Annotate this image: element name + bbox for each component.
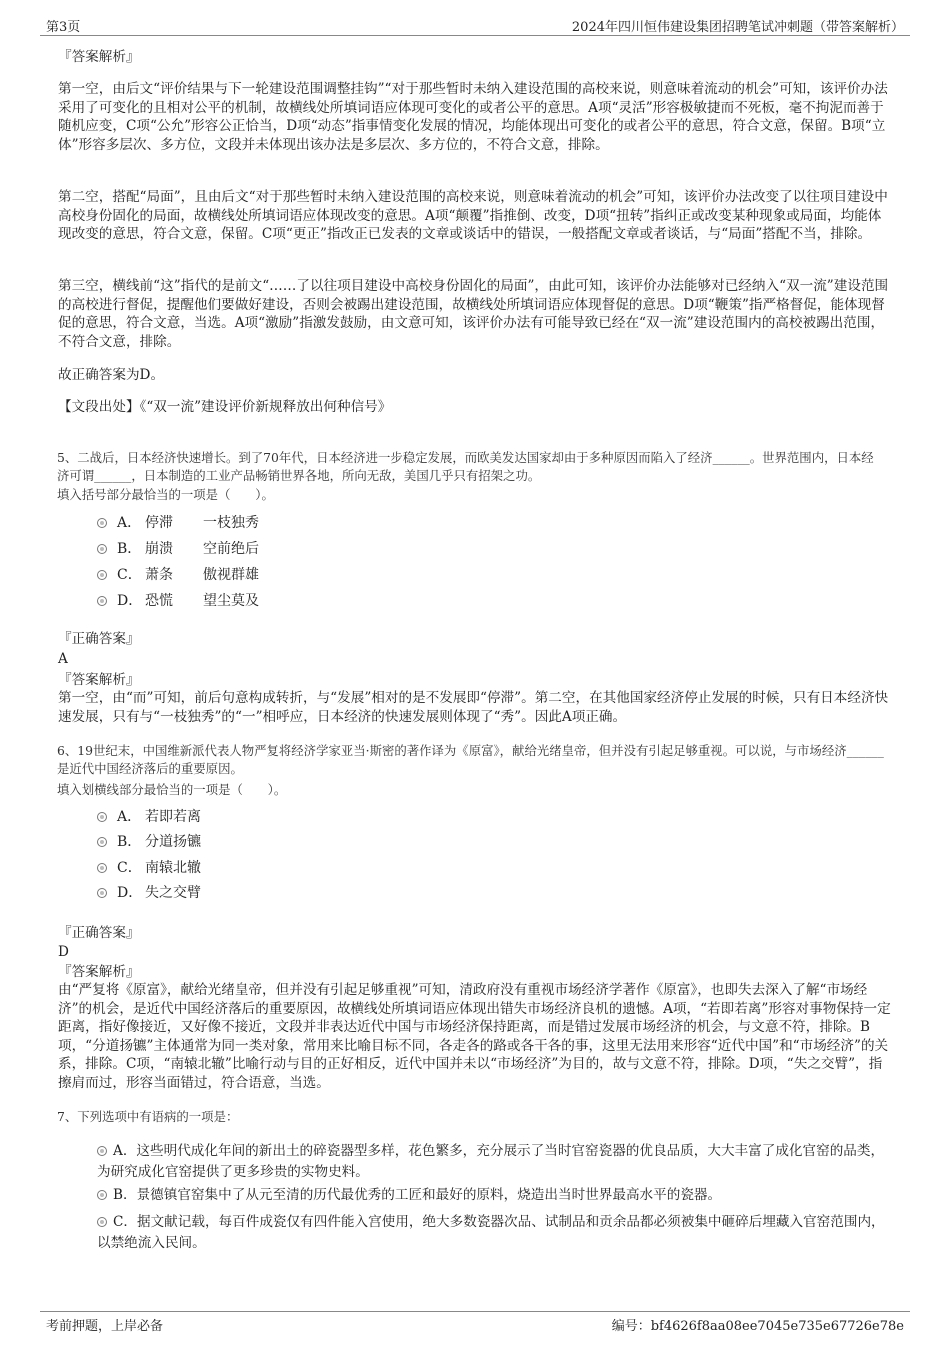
q6-option-c[interactable]: C． 南辕北辙 [97, 857, 201, 877]
radio-icon[interactable] [97, 544, 107, 554]
radio-icon[interactable] [97, 863, 107, 873]
q5-answer: A [58, 651, 68, 667]
q5-option-b[interactable]: B． 崩溃 空前绝后 [97, 538, 259, 558]
radio-icon[interactable] [97, 518, 107, 528]
radio-icon[interactable] [97, 1217, 107, 1227]
q6-option-b[interactable]: B． 分道扬镳 [97, 831, 201, 851]
q7-option-a[interactable]: A．这些明代成化年间的新出土的碎瓷器型多样，花色繁多，充分展示了当时官窑瓷器的优良品质，大大丰富了成化官窑的品类，为研究成化官窑提供了更多珍贵的实物史料。 [97, 1143, 885, 1180]
radio-icon[interactable] [97, 1146, 107, 1156]
document-id: 编号：bf4626f8aa08ee7045e735e67726e78e [611, 1319, 904, 1334]
page-footer [40, 1311, 910, 1333]
radio-icon[interactable] [97, 812, 107, 822]
q7-option-c[interactable]: C．据文献记载，每百件成瓷仅有四件能入宫使用，绝大多数瓷器次品、试制品和贡余品都必须被集中砸碎后埋藏入官窑范围内，以禁绝流入民间。 [97, 1214, 885, 1251]
q6-option-a[interactable]: A． 若即若离 [97, 806, 201, 826]
q5-stem: 5、二战后，日本经济快速增长。到了70年代，日本经济进一步稳定发展，而欧美发达国家却由于多种原因而陷入了经济______。世界范围内，日本经济可谓______，日本制造的工业产品畅销世界各地，所向无敌，美国几乎只有招架之功。 [57, 450, 874, 483]
page-number: 第3页 [46, 20, 81, 35]
q5-option-c[interactable]: C． 萧条 傲视群雄 [97, 564, 259, 584]
document-title: 2024年四川恒伟建设集团招聘笔试冲刺题（带答案解析） [571, 20, 904, 35]
q4-analysis-label: 『答案解析』 [58, 49, 140, 65]
q6-stem: 6、19世纪末，中国维新派代表人物严复将经济学家亚当·斯密的著作译为《原富》，献给光绪皇帝，但并没有引起足够重视。可以说，与市场经济______是近代中国经济落后的重要原因。 [57, 743, 884, 776]
radio-icon[interactable] [97, 570, 107, 580]
q7-stem: 7、下列选项中有语病的一项是： [57, 1109, 239, 1124]
radio-icon[interactable] [97, 888, 107, 898]
q5-option-d[interactable]: D． 恐慌 望尘莫及 [97, 590, 259, 610]
radio-icon[interactable] [97, 596, 107, 606]
q4-source: 【文段出处】《“双一流”建设评价新规释放出何种信号》 [58, 399, 392, 415]
q6-analysis-label: 『答案解析』 [58, 964, 140, 980]
radio-icon[interactable] [97, 837, 107, 847]
q5-answer-label: 『正确答案』 [58, 631, 140, 647]
q5-option-a[interactable]: A． 停滞 一枝独秀 [97, 512, 259, 532]
q5-analysis-label: 『答案解析』 [58, 672, 140, 688]
q6-answer-label: 『正确答案』 [58, 925, 140, 941]
q7-option-b[interactable]: B．景德镇官窑集中了从元至清的历代最优秀的工匠和最好的原料，烧造出当时世界最高水平的瓷器。 [97, 1185, 897, 1206]
page-header [40, 14, 910, 36]
q6-analysis: 由“严复将《原富》，献给光绪皇帝，但并没有引起足够重视”可知，清政府没有重视市场经济学著作《原富》，也即失去深入了解“市场经济”的机会，是近代中国经济落后的重要原因，故横线处所填词语应体现出错失市场经济良机的遗憾。A项，“若即若离”形容对事物保持一定距离，指好像接近，又好像不接近，文段并非表达近代中国与市场经济保持距离，而是错过发展市场经济的机会，与文意不符，排除。B项，“分道扬镳”主体通常为同一类对象，常用来比喻目标不同，各走各的路或各干各的事，这里无法用来形容“近代中国”和“市场经济”的关系，排除。C项，“南辕北辙”比喻行动与目的正好相反，近代中国并未以“市场经济”为目的，故与文意不符，排除。D项，“失之交臂”，指擦肩而过，形容当面错过，符合语意，当选。 [58, 982, 891, 1091]
q5-analysis: 第一空，由“而”可知，前后句意构成转折，与“发展”相对的是不发展即“停滞”。第二空，在其他国家经济停止发展的时候，只有日本经济快速发展，只有与“一枝独秀”的“一”相呼应，日本经济的快速发展则体现了“秀”。因此A项正确。 [58, 690, 889, 725]
radio-icon[interactable] [97, 1190, 107, 1200]
q6-answer: D [58, 944, 69, 960]
q4-analysis-paragraph-1: 第一空，由后文“评价结果与下一轮建设范围调整挂钩”“对于那些暂时未纳入建设范围的高校来说，则意味着流动的机会”可知，该评价办法采用了可变化的且相对公平的机制，故横线处所填词语应体现可变化的或者公平的意思。A项“灵活”形容极敏捷而不死板，毫不拘泥而善于随机应变，C项“公允”形容公正恰当，D项“动态”指事情变化发展的情况，均能体现出可变化的或者公平的意思，符合文意，保留。B项“立体”形容多层次、多方位，文段并未体现出该办法是多层次、多方位的，不符合文意，排除。 [58, 81, 888, 153]
q4-analysis-paragraph-2: 第二空，搭配“局面”，且由后文“对于那些暂时未纳入建设范围的高校来说，则意味着流动的机会”可知，该评价办法改变了以往项目建设中高校身份固化的局面，故横线处所填词语应体现改变的意思。A项“颠覆”指推倒、改变，D项“扭转”指纠正或改变某种现象或局面，均能体现改变的意思，符合文意，保留。C项“更正”指改正已发表的文章或谈话中的错误，一般搭配文章或者谈话，与“局面”搭配不当，排除。 [58, 189, 888, 242]
footer-slogan: 考前押题，上岸必备 [46, 1319, 164, 1334]
q4-conclusion: 故正确答案为D。 [58, 367, 165, 383]
q4-analysis-paragraph-3: 第三空，横线前“这”指代的是前文“……了以往项目建设中高校身份固化的局面”，由此可知，该评价办法能够对已经纳入“双一流”建设范围的高校进行督促，提醒他们要做好建设，否则会被踢出建设范围，故横线处所填词语应体现督促的意思。D项“鞭策”指严格督促，能体现督促的意思，符合文意，当选。A项“激励”指激发鼓励，由文意可知，该评价办法有可能导致已经在“双一流”建设范围内的高校被踢出范围，不符合文意，排除。 [58, 278, 889, 350]
q6-option-d[interactable]: D． 失之交臂 [97, 882, 201, 902]
q5-prompt: 填入括号部分最恰当的一项是（ ）。 [57, 487, 274, 502]
q6-prompt: 填入划横线部分最恰当的一项是（ ）。 [57, 782, 287, 797]
